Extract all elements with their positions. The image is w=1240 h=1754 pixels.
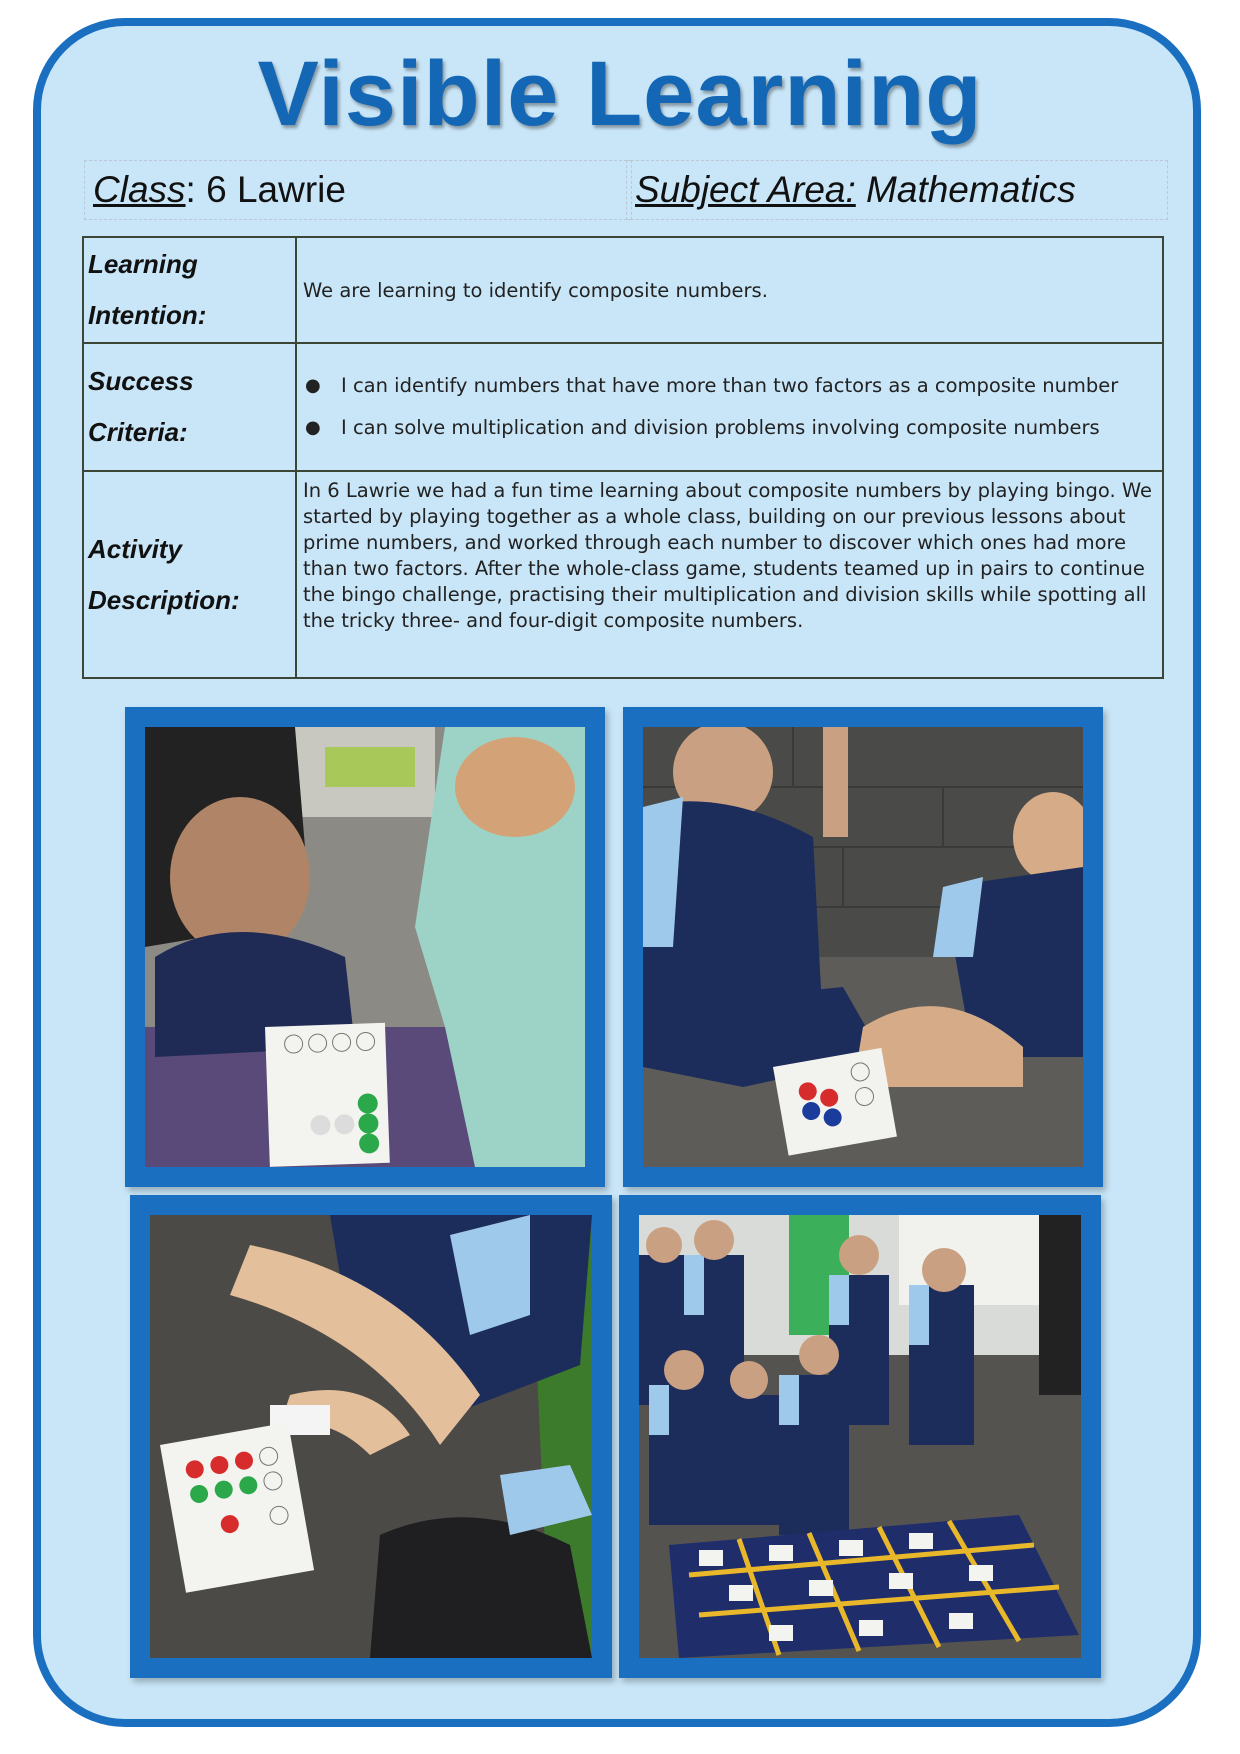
class-value: : 6 Lawrie bbox=[185, 169, 346, 210]
bullet-icon: ● bbox=[305, 375, 321, 396]
subject-field bbox=[626, 160, 1168, 220]
success-criteria-label: Success Criteria: bbox=[83, 343, 296, 471]
photo-frame-4 bbox=[619, 1195, 1101, 1678]
success-criteria-row bbox=[83, 343, 1163, 471]
activity-description-label: Activity Description: bbox=[83, 471, 296, 678]
photo-frame-2 bbox=[623, 707, 1103, 1187]
class-label: Class bbox=[93, 169, 186, 210]
photo-students-bingo-card-floor bbox=[150, 1215, 592, 1658]
activity-description-text: In 6 Lawrie we had a fun time learning about composite numbers by playing bingo. We started by playing together as a whole class, building on our previous lessons about prime numbers, and worked through each number to discover which ones had more than two factors. After the whole-class game, students teamed up in pairs to continue the bingo challenge, practising their multiplication and division skills while spotting all the tricky three- and four-digit composite numbers. bbox=[303, 478, 1152, 632]
subject-value: Mathematics bbox=[855, 169, 1076, 210]
photo-frame-3 bbox=[130, 1195, 612, 1678]
activity-description-row bbox=[83, 471, 1163, 678]
learning-intention-label: Learning Intention: bbox=[83, 237, 296, 343]
page-title: Visible Learning bbox=[257, 43, 983, 145]
success-criteria-list bbox=[296, 343, 1163, 471]
photo-class-floor-bingo-grid bbox=[639, 1215, 1081, 1658]
learning-intention-row bbox=[83, 237, 1163, 343]
class-field bbox=[84, 160, 632, 220]
subject-label: Subject Area: bbox=[635, 169, 856, 210]
criteria-item: ● I can identify numbers that have more than two factors as a composite number bbox=[303, 365, 1156, 407]
criteria-item: ● I can solve multiplication and division problems involving composite numbers bbox=[303, 407, 1156, 449]
photo-student-celebrating-bingo bbox=[643, 727, 1083, 1167]
photo-students-bingo-card-table bbox=[145, 727, 585, 1167]
activity-description-cell bbox=[296, 471, 1163, 678]
learning-table bbox=[82, 236, 1164, 679]
bullet-icon: ● bbox=[305, 417, 321, 438]
photo-frame-1 bbox=[125, 707, 605, 1187]
learning-intention-text: We are learning to identify composite numbers. bbox=[296, 237, 1163, 343]
